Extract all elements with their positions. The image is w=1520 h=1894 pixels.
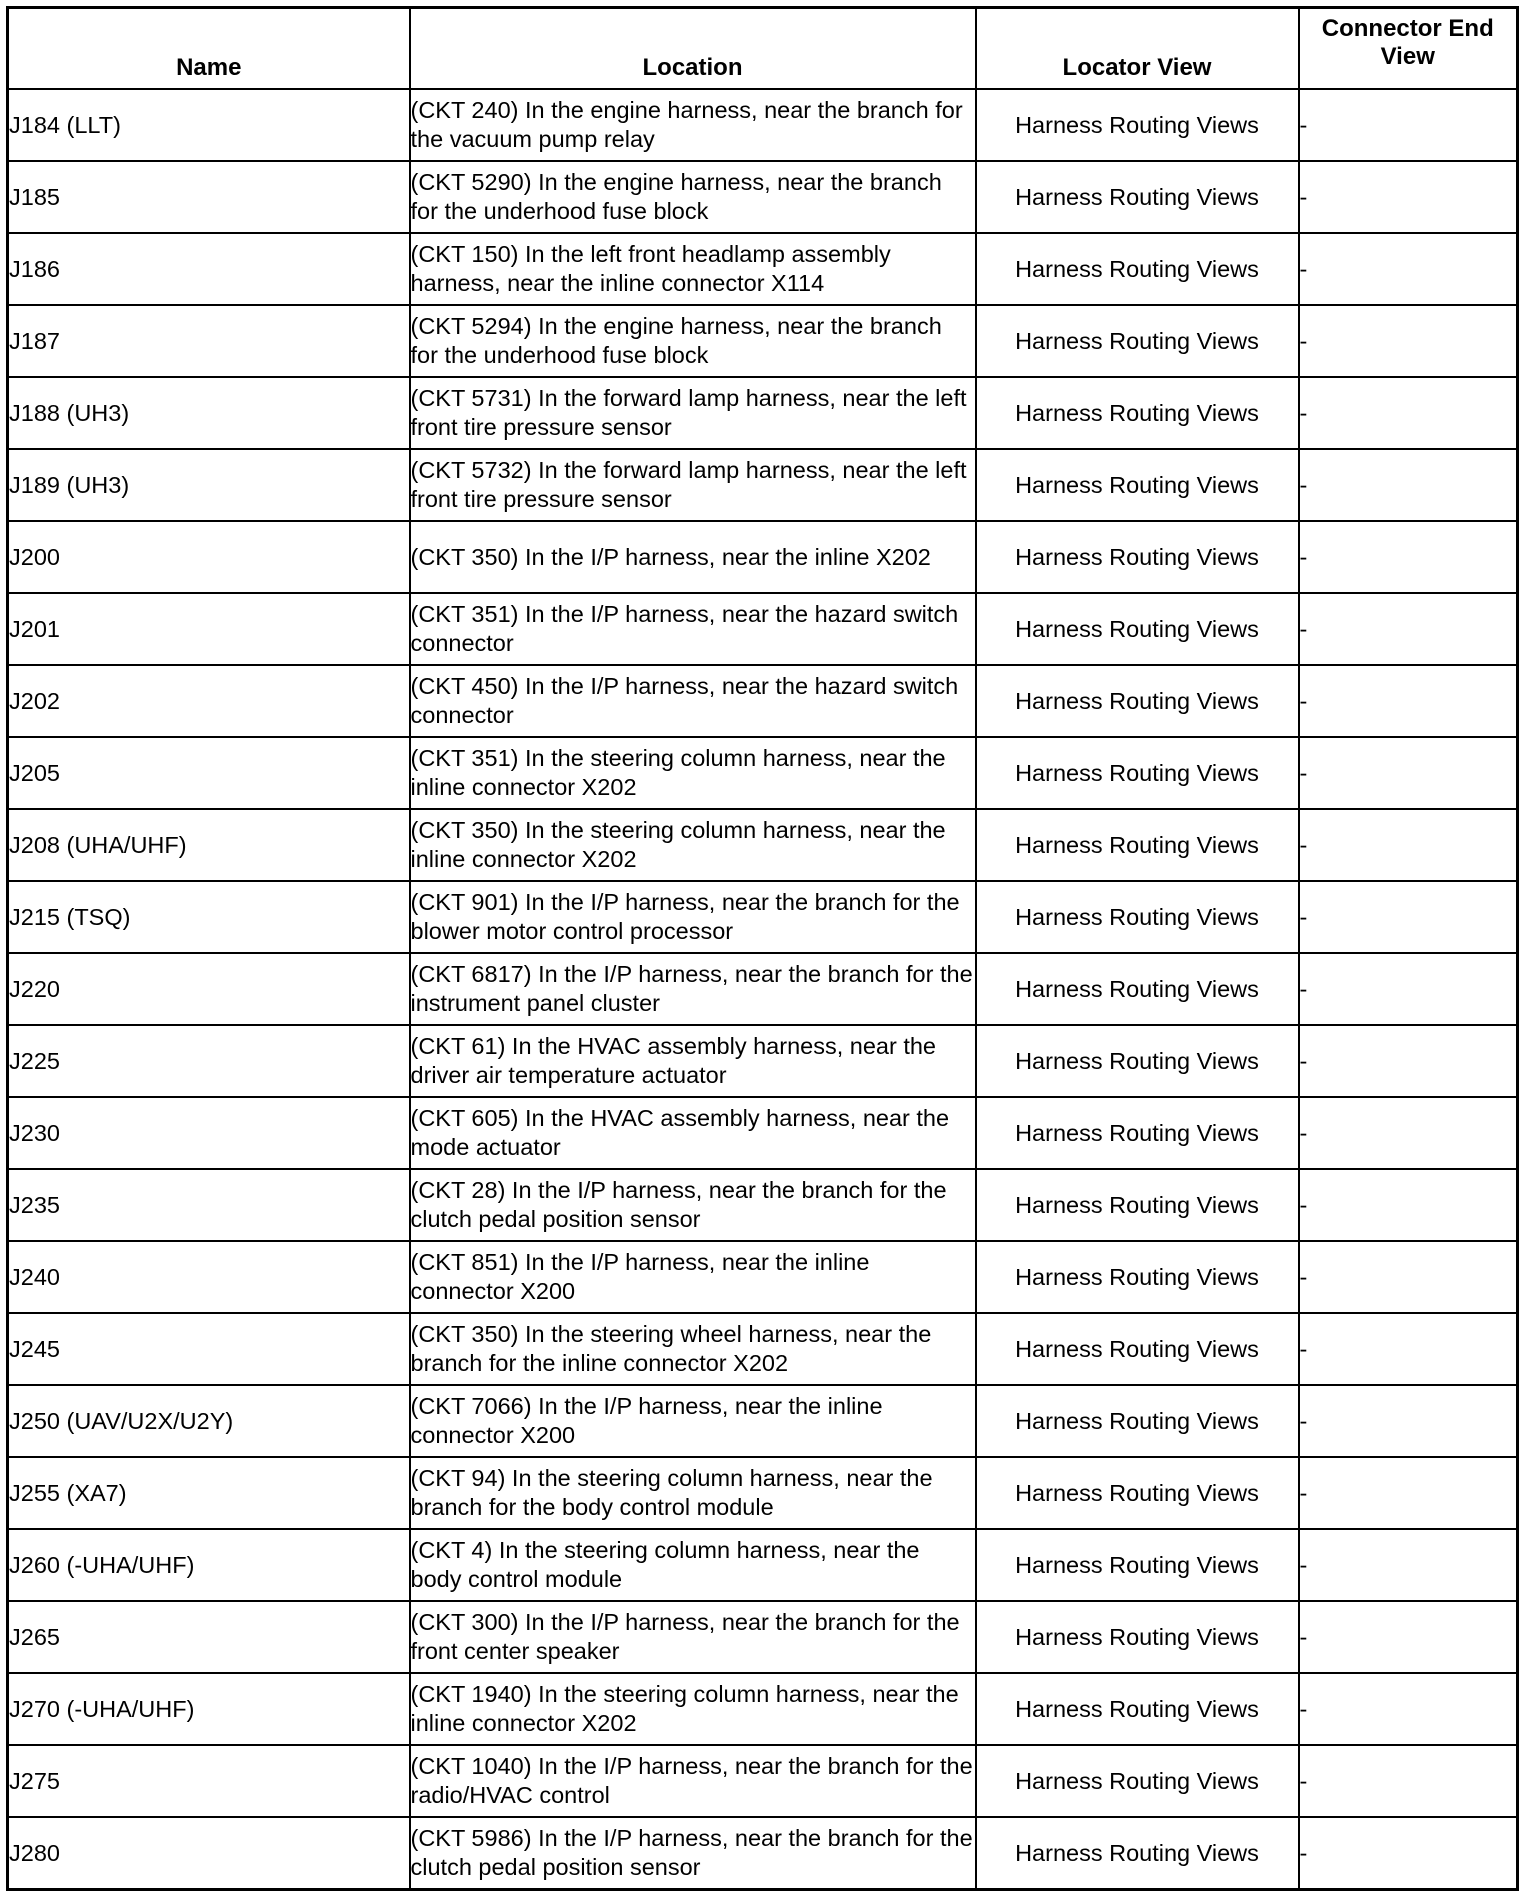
cell-name: J186 bbox=[8, 233, 410, 305]
table-row bbox=[8, 305, 1518, 377]
cell-location: (CKT 1940) In the steering column harness, near the inline connector X202 bbox=[410, 1673, 976, 1745]
table-row bbox=[8, 521, 1518, 593]
table-row bbox=[8, 233, 1518, 305]
cell-connector-end-view: - bbox=[1299, 1745, 1518, 1817]
cell-connector-end-view: - bbox=[1299, 161, 1518, 233]
table-row bbox=[8, 1601, 1518, 1673]
cell-name: J265 bbox=[8, 1601, 410, 1673]
cell-connector-end-view: - bbox=[1299, 521, 1518, 593]
cell-locator-view: Harness Routing Views bbox=[976, 377, 1299, 449]
cell-location: (CKT 5731) In the forward lamp harness, near the left front tire pressure sensor bbox=[410, 377, 976, 449]
cell-connector-end-view: - bbox=[1299, 665, 1518, 737]
cell-location: (CKT 4) In the steering column harness, near the body control module bbox=[410, 1529, 976, 1601]
cell-locator-view: Harness Routing Views bbox=[976, 521, 1299, 593]
cell-location: (CKT 851) In the I/P harness, near the inline connector X200 bbox=[410, 1241, 976, 1313]
cell-name: J280 bbox=[8, 1817, 410, 1890]
cell-connector-end-view: - bbox=[1299, 1385, 1518, 1457]
cell-connector-end-view: - bbox=[1299, 377, 1518, 449]
cell-name: J205 bbox=[8, 737, 410, 809]
cell-connector-end-view: - bbox=[1299, 1529, 1518, 1601]
table-row bbox=[8, 809, 1518, 881]
table-row bbox=[8, 1529, 1518, 1601]
table-row bbox=[8, 161, 1518, 233]
cell-location: (CKT 351) In the I/P harness, near the hazard switch connector bbox=[410, 593, 976, 665]
cell-locator-view: Harness Routing Views bbox=[976, 1097, 1299, 1169]
cell-name: J225 bbox=[8, 1025, 410, 1097]
header-row bbox=[8, 8, 1518, 90]
cell-locator-view: Harness Routing Views bbox=[976, 89, 1299, 161]
table-row bbox=[8, 449, 1518, 521]
cell-location: (CKT 150) In the left front headlamp assembly harness, near the inline connector X114 bbox=[410, 233, 976, 305]
cell-location: (CKT 5290) In the engine harness, near the branch for the underhood fuse block bbox=[410, 161, 976, 233]
cell-name: J188 (UH3) bbox=[8, 377, 410, 449]
splice-location-table bbox=[6, 6, 1519, 1891]
table-row bbox=[8, 1817, 1518, 1890]
cell-connector-end-view: - bbox=[1299, 233, 1518, 305]
cell-connector-end-view: - bbox=[1299, 1025, 1518, 1097]
header-location: Location bbox=[410, 8, 976, 90]
cell-location: (CKT 350) In the steering wheel harness, near the branch for the inline connector X202 bbox=[410, 1313, 976, 1385]
cell-locator-view: Harness Routing Views bbox=[976, 1241, 1299, 1313]
cell-location: (CKT 350) In the I/P harness, near the inline X202 bbox=[410, 521, 976, 593]
cell-locator-view: Harness Routing Views bbox=[976, 1457, 1299, 1529]
table-row bbox=[8, 593, 1518, 665]
cell-connector-end-view: - bbox=[1299, 1313, 1518, 1385]
table-row bbox=[8, 89, 1518, 161]
header-locator-view: Locator View bbox=[976, 8, 1299, 90]
cell-locator-view: Harness Routing Views bbox=[976, 1745, 1299, 1817]
table-header bbox=[8, 8, 1518, 90]
cell-connector-end-view: - bbox=[1299, 1817, 1518, 1890]
cell-location: (CKT 901) In the I/P harness, near the branch for the blower motor control processor bbox=[410, 881, 976, 953]
cell-locator-view: Harness Routing Views bbox=[976, 593, 1299, 665]
cell-location: (CKT 5732) In the forward lamp harness, near the left front tire pressure sensor bbox=[410, 449, 976, 521]
cell-connector-end-view: - bbox=[1299, 305, 1518, 377]
cell-name: J202 bbox=[8, 665, 410, 737]
table-row bbox=[8, 1097, 1518, 1169]
cell-name: J220 bbox=[8, 953, 410, 1025]
cell-connector-end-view: - bbox=[1299, 737, 1518, 809]
table-row bbox=[8, 1745, 1518, 1817]
cell-name: J201 bbox=[8, 593, 410, 665]
table-row bbox=[8, 1457, 1518, 1529]
cell-locator-view: Harness Routing Views bbox=[976, 1673, 1299, 1745]
cell-connector-end-view: - bbox=[1299, 1097, 1518, 1169]
cell-locator-view: Harness Routing Views bbox=[976, 1385, 1299, 1457]
cell-name: J215 (TSQ) bbox=[8, 881, 410, 953]
cell-locator-view: Harness Routing Views bbox=[976, 881, 1299, 953]
cell-location: (CKT 5294) In the engine harness, near the branch for the underhood fuse block bbox=[410, 305, 976, 377]
cell-locator-view: Harness Routing Views bbox=[976, 1601, 1299, 1673]
cell-connector-end-view: - bbox=[1299, 1241, 1518, 1313]
cell-locator-view: Harness Routing Views bbox=[976, 1817, 1299, 1890]
cell-connector-end-view: - bbox=[1299, 1673, 1518, 1745]
cell-location: (CKT 5986) In the I/P harness, near the branch for the clutch pedal position sensor bbox=[410, 1817, 976, 1890]
cell-locator-view: Harness Routing Views bbox=[976, 449, 1299, 521]
header-connector-end-view: Connector End View bbox=[1299, 8, 1518, 90]
cell-name: J187 bbox=[8, 305, 410, 377]
cell-name: J245 bbox=[8, 1313, 410, 1385]
cell-location: (CKT 240) In the engine harness, near the branch for the vacuum pump relay bbox=[410, 89, 976, 161]
cell-name: J270 (-UHA/UHF) bbox=[8, 1673, 410, 1745]
cell-locator-view: Harness Routing Views bbox=[976, 737, 1299, 809]
cell-name: J189 (UH3) bbox=[8, 449, 410, 521]
table-row bbox=[8, 377, 1518, 449]
cell-connector-end-view: - bbox=[1299, 1169, 1518, 1241]
cell-name: J208 (UHA/UHF) bbox=[8, 809, 410, 881]
table-row bbox=[8, 737, 1518, 809]
table-row bbox=[8, 1385, 1518, 1457]
table-row bbox=[8, 881, 1518, 953]
cell-locator-view: Harness Routing Views bbox=[976, 1313, 1299, 1385]
cell-connector-end-view: - bbox=[1299, 1457, 1518, 1529]
cell-name: J184 (LLT) bbox=[8, 89, 410, 161]
cell-locator-view: Harness Routing Views bbox=[976, 1529, 1299, 1601]
cell-name: J200 bbox=[8, 521, 410, 593]
cell-connector-end-view: - bbox=[1299, 1601, 1518, 1673]
cell-connector-end-view: - bbox=[1299, 881, 1518, 953]
cell-connector-end-view: - bbox=[1299, 809, 1518, 881]
cell-name: J255 (XA7) bbox=[8, 1457, 410, 1529]
cell-locator-view: Harness Routing Views bbox=[976, 1169, 1299, 1241]
cell-connector-end-view: - bbox=[1299, 953, 1518, 1025]
cell-name: J230 bbox=[8, 1097, 410, 1169]
table-row bbox=[8, 1241, 1518, 1313]
cell-locator-view: Harness Routing Views bbox=[976, 953, 1299, 1025]
cell-location: (CKT 6817) In the I/P harness, near the branch for the instrument panel cluster bbox=[410, 953, 976, 1025]
cell-location: (CKT 28) In the I/P harness, near the branch for the clutch pedal position sensor bbox=[410, 1169, 976, 1241]
cell-name: J240 bbox=[8, 1241, 410, 1313]
table-row bbox=[8, 953, 1518, 1025]
cell-location: (CKT 351) In the steering column harness, near the inline connector X202 bbox=[410, 737, 976, 809]
cell-connector-end-view: - bbox=[1299, 449, 1518, 521]
cell-locator-view: Harness Routing Views bbox=[976, 665, 1299, 737]
cell-locator-view: Harness Routing Views bbox=[976, 161, 1299, 233]
cell-name: J275 bbox=[8, 1745, 410, 1817]
cell-locator-view: Harness Routing Views bbox=[976, 233, 1299, 305]
cell-location: (CKT 450) In the I/P harness, near the hazard switch connector bbox=[410, 665, 976, 737]
table-row bbox=[8, 1169, 1518, 1241]
table-row bbox=[8, 1673, 1518, 1745]
cell-locator-view: Harness Routing Views bbox=[976, 305, 1299, 377]
cell-name: J260 (-UHA/UHF) bbox=[8, 1529, 410, 1601]
cell-location: (CKT 300) In the I/P harness, near the branch for the front center speaker bbox=[410, 1601, 976, 1673]
cell-name: J250 (UAV/U2X/U2Y) bbox=[8, 1385, 410, 1457]
cell-location: (CKT 61) In the HVAC assembly harness, near the driver air temperature actuator bbox=[410, 1025, 976, 1097]
table-body bbox=[8, 89, 1518, 1890]
table-row bbox=[8, 665, 1518, 737]
cell-name: J235 bbox=[8, 1169, 410, 1241]
cell-location: (CKT 94) In the steering column harness, near the branch for the body control module bbox=[410, 1457, 976, 1529]
cell-location: (CKT 1040) In the I/P harness, near the branch for the radio/HVAC control bbox=[410, 1745, 976, 1817]
header-name: Name bbox=[8, 8, 410, 90]
cell-name: J185 bbox=[8, 161, 410, 233]
cell-location: (CKT 605) In the HVAC assembly harness, near the mode actuator bbox=[410, 1097, 976, 1169]
cell-location: (CKT 7066) In the I/P harness, near the inline connector X200 bbox=[410, 1385, 976, 1457]
cell-connector-end-view: - bbox=[1299, 89, 1518, 161]
cell-location: (CKT 350) In the steering column harness, near the inline connector X202 bbox=[410, 809, 976, 881]
cell-locator-view: Harness Routing Views bbox=[976, 809, 1299, 881]
cell-locator-view: Harness Routing Views bbox=[976, 1025, 1299, 1097]
table-row bbox=[8, 1025, 1518, 1097]
table-row bbox=[8, 1313, 1518, 1385]
cell-connector-end-view: - bbox=[1299, 593, 1518, 665]
